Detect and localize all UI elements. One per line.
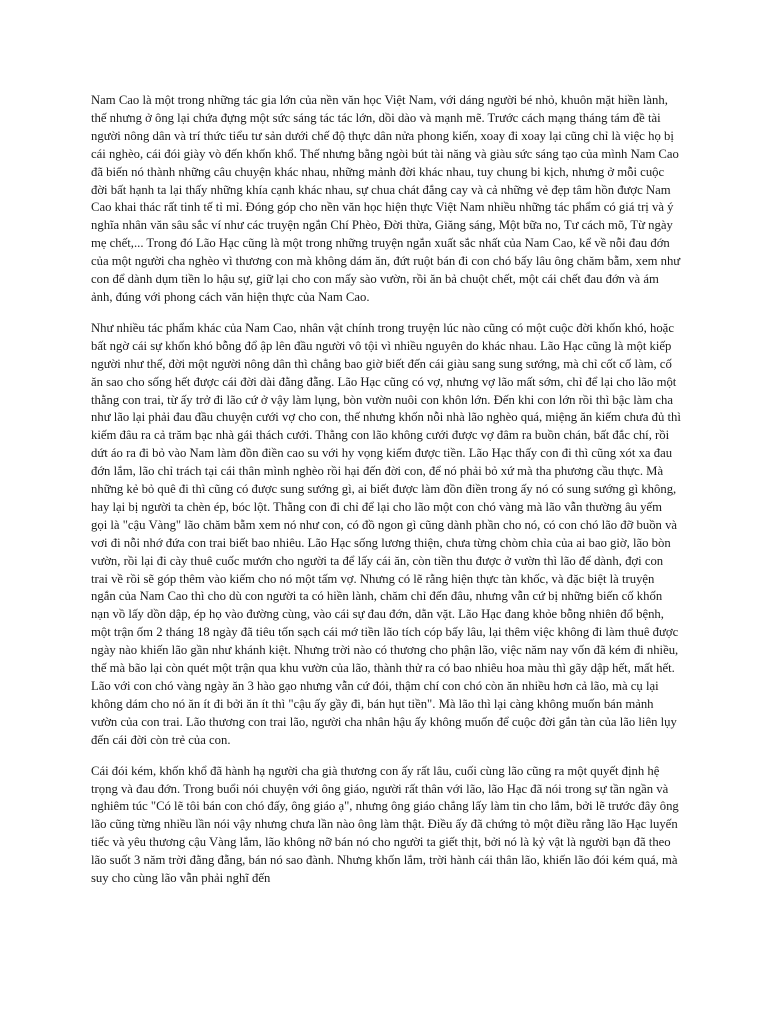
paragraph-1: Nam Cao là một trong những tác gia lớn của nền văn học Việt Nam, với dáng người bé nhỏ, khuôn mặt hiền lành, thế nhưng ở ông lại chứa đựng một sức sáng tác tác lớn, dồi dào và mạnh mẽ. Trước cách mạng tháng tám đề tài người nông dân và trí thức tiểu tư sản dưới chế độ thực dân nửa phong kiến, xoay đi xoay lại cũng chỉ là việc họ bị cái nghèo, cái đói giày vò đến khốn khổ. Thế nhưng bằng ngòi bút tài năng và giàu sức sáng tạo của mình Nam Cao đã biến nó thành những câu chuyện khác nhau, những mảnh đời khác nhau, tuy chung bi kịch, nhưng ở mỗi cuộc đời bất hạnh ta lại thấy những khía cạnh khác nhau, sự chua chát đắng cay và cả những vẻ đẹp tâm hồn được Nam Cao khai thác rất tinh tế tỉ mỉ. Đóng góp cho nền văn học hiện thực Việt Nam nhiều những tác phẩm có giá trị và ý nghĩa nhân văn sâu sắc ví như các truyện ngắn Chí Phèo, Đời thừa, Giăng sáng, Một bữa no, Tư cách mõ, Từ ngày mẹ chết,... Trong đó Lão Hạc cũng là một trong những truyện ngắn xuất sắc nhất của Nam Cao, kể về nỗi đau đớn của một người cha nghèo vì thương con mà không dám ăn, đứt ruột bán đi con chó bấy lâu ông chăm bẵm, xem như con để dành dụm tiền lo hậu sự, giữ lại cho con mấy sào vườn, rồi ăn bả chuột chết, một cái chết đau đớn và ám ảnh, đúng với phong cách văn hiện thực của Nam Cao. [91,93,681,304]
paragraph-2: Như nhiều tác phẩm khác của Nam Cao, nhân vật chính trong truyện lúc nào cũng có một cuộc đời khốn khó, hoặc bất ngờ cái sự khốn khó bỗng đổ ập lên đầu người vô tội vì nhiều nguyên do khác nhau. Lão Hạc cũng là một kiếp người như thế, đời một người nông dân thì chẳng bao giờ biết đến cái giàu sang sung sướng, mà chỉ cốt cố làm, cố ăn sao cho sống hết được cái đời dài đằng đẵng. Lão Hạc cũng có vợ, nhưng vợ lão mất sớm, chỉ để lại cho lão một thằng con trai, từ ấy trở đi lão cứ ở vậy làm lụng, bòn vườn nuôi con khôn lớn. Đến khi con lớn rồi thì bậc làm cha như lão lại phải đau đầu chuyện cưới vợ cho con, thế nhưng khốn nỗi nhà lão nghèo quá, miệng ăn kiếm chưa đủ thì kiếm đâu ra cả trăm bạc nhà gái thách cưới. Thằng con lão không cưới được vợ đâm ra buồn chán, bất đắc chí, rồi dứt áo ra đi bỏ vào Nam làm đồn điền cao su với hy vọng kiếm được tiền. Lão Hạc thấy con đi thì cũng xót xa đau đớn lắm, lão chỉ trách tại cái thân mình nghèo rồi hại đến đời con, để nó phải bỏ xứ mà tha phương cầu thực. Mà những kẻ bỏ quê đi thì cũng có được sung sướng gì, ai biết được làm đồn điền trong ấy nó có sung sướng gì không, hay lại bị người ta chèn ép, bóc lột. Thằng con đi chỉ để lại cho lão một con chó vàng mà lão vẫn thường âu yếm gọi là "cậu Vàng" lão chăm bẵm xem nó như con, có đồ ngon gì cũng dành phần cho nó, có con chó lão đỡ buồn và vơi đi nỗi nhớ đứa con trai biết bao nhiêu. Lão Hạc sống lương thiện, chưa từng chòm chỉa của ai bao giờ, lão bòn vườn, rồi lại đi cày thuê cuốc mướn cho người ta để lấy cái ăn, còn tiền thu được ở vườn thì lão để dành, đợi con trai về rồi sẽ góp thêm vào kiếm cho nó một tấm vợ. Nhưng có lẽ rằng hiện thực tàn khốc, và đặc biệt là truyện ngắn của Nam Cao thì cho dù con người ta có hiền lành, chăm chỉ đến đâu, nhưng vẫn cứ bị những biến cố khốn nạn vồ lấy dồn dập, ép họ vào đường cùng, vào cái sự đau đớn, dằn vặt. Lão Hạc đang khỏe bỗng nhiên đổ bệnh, một trận ốm 2 tháng 18 ngày đã tiêu tốn sạch cái mớ tiền lão tích cóp bấy lâu, lại thêm việc không đi làm thuê được ngày nào khiến lão gần như khánh kiệt. Nhưng trời nào có thương cho phận lão, việc năm nay vốn đã kém đi nhiều, thế mà bão lại còn quét một trận qua khu vườn của lão, thành thử ra có bao nhiêu hoa màu thì gãy dập hết, mất hết. Lão với con chó vàng ngày ăn 3 hào gạo nhưng vẫn cứ đói, thậm chí con chó còn ăn nhiều hơn cả lão, mà cụ lại không dám cho nó ăn ít đi bởi ăn ít thì "cậu ấy gầy đi, bán hụt tiền". Mà lão thì lại càng không muốn bán mảnh vườn của con trai. Lão thương con trai lão, người cha nhân hậu ấy không muốn để cuộc đời gắn tàn của lão liên lụy đến cái đời còn trẻ của con. [91,320,681,747]
paragraph-3: Cái đói kém, khốn khổ đã hành hạ người cha già thương con ấy rất lâu, cuối cùng lão cũng ra một quyết định hệ trọng và đau đớn. Trong buổi nói chuyện với ông giáo, người rất thân với lão, lão Hạc đã nói trong sự tần ngần và nghiêm túc "Có lẽ tôi bán con chó đấy, ông giáo ạ", nhưng ông giáo chẳng lấy làm tin cho lắm, bởi lẽ trước đây ông lão cũng từng nhiều lần nói vậy nhưng chưa lần nào ông làm thật. Điều ấy đã chứng tỏ một điều rằng lão Hạc luyến tiếc và yêu thương cậu Vàng lắm, lão không nỡ bán nó cho người ta giết thịt, bởi nó là kỷ vật là người bạn đã theo lão suốt 3 năm trời đằng đẵng, bán nó sao đành. Nhưng khốn lắm, trời hành cái thân lão, khiến lão đói kém quá, mà suy cho cùng lão vẫn phải nghĩ đến [91,763,679,886]
document-body [91,92,681,901]
